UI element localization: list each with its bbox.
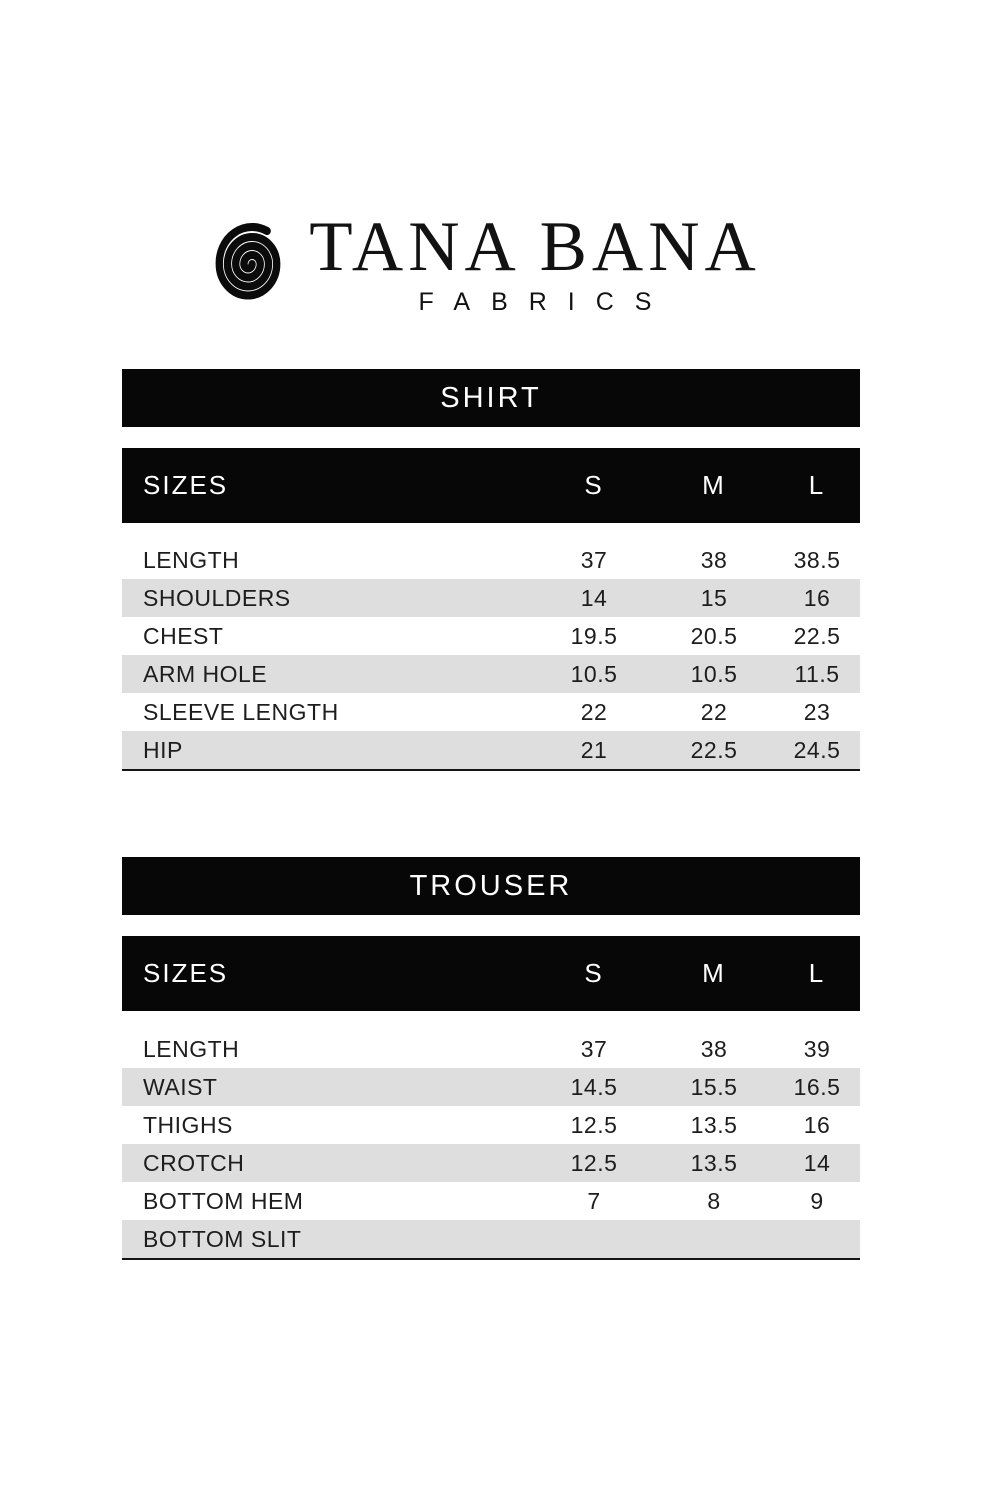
trouser-title: TROUSER [409, 869, 573, 902]
cell-m: 15.5 [690, 1073, 738, 1100]
cell-l: 22.5 [793, 622, 841, 649]
table-row-arm-hole [122, 655, 860, 693]
cell-s: 21 [580, 736, 608, 763]
cell-l: 14 [803, 1149, 831, 1176]
cell-s: 19.5 [570, 622, 618, 649]
cell-m: 22 [700, 698, 728, 725]
shirt-size-col-m: M [702, 470, 726, 500]
row-label: SLEEVE LENGTH [143, 698, 339, 725]
cell-l: 24.5 [793, 736, 841, 763]
cell-m: 13.5 [690, 1111, 738, 1138]
table-row-shoulders [122, 579, 860, 617]
shirt-title-bar [122, 369, 860, 427]
shirt-size-col-s: S [584, 470, 604, 500]
trouser-title-bar [122, 857, 860, 915]
cell-l: 16.5 [793, 1073, 841, 1100]
shirt-measurements-table [122, 541, 860, 771]
row-label: BOTTOM SLIT [143, 1225, 302, 1252]
spiral-logo-icon [207, 219, 289, 309]
brand-subtitle: FABRICS [418, 288, 673, 316]
table-row-sleeve-length [122, 693, 860, 731]
table-row-hip [122, 731, 860, 769]
cell-s: 37 [580, 1035, 608, 1062]
cell-m: 10.5 [690, 660, 738, 687]
cell-l: 16 [803, 1111, 831, 1138]
trouser-sizes-header-bar [122, 936, 860, 1011]
row-label: CROTCH [143, 1149, 245, 1176]
trouser-size-col-l: L [808, 958, 826, 988]
cell-l: 39 [803, 1035, 831, 1062]
shirt-sizes-label: SIZES [143, 470, 229, 500]
cell-m: 38 [700, 1035, 728, 1062]
row-label: CHEST [143, 622, 224, 649]
table-row-length [122, 541, 860, 579]
cell-m: 22.5 [690, 736, 738, 763]
row-label: WAIST [143, 1073, 218, 1100]
shirt-sizes-header-bar [122, 448, 860, 523]
trouser-size-col-m: M [702, 958, 726, 988]
row-label: LENGTH [143, 1035, 240, 1062]
cell-s: 10.5 [570, 660, 618, 687]
row-label: BOTTOM HEM [143, 1187, 304, 1214]
cell-s: 37 [580, 546, 608, 573]
cell-s: 12.5 [570, 1149, 618, 1176]
shirt-size-col-l: L [808, 470, 826, 500]
cell-l: 38.5 [793, 546, 841, 573]
table-row-crotch [122, 1144, 860, 1182]
cell-s: 14.5 [570, 1073, 618, 1100]
trouser-size-col-s: S [584, 958, 604, 988]
cell-m: 8 [707, 1187, 721, 1214]
table-row-length [122, 1030, 860, 1068]
row-label: SHOULDERS [143, 584, 291, 611]
brand-name: TANA BANA [309, 208, 761, 286]
table-row-bottom-slit [122, 1220, 860, 1258]
brand-logo-text [309, 208, 761, 316]
brand-logo [0, 0, 984, 315]
table-row-bottom-hem [122, 1182, 860, 1220]
cell-l: 9 [810, 1187, 824, 1214]
cell-s: 14 [580, 584, 608, 611]
cell-s: 12.5 [570, 1111, 618, 1138]
row-label: ARM HOLE [143, 660, 268, 687]
cell-l: 16 [803, 584, 831, 611]
cell-l: 11.5 [794, 660, 840, 687]
table-row-thighs [122, 1106, 860, 1144]
row-label: LENGTH [143, 546, 240, 573]
cell-l: 23 [803, 698, 831, 725]
cell-m: 38 [700, 546, 728, 573]
table-row-waist [122, 1068, 860, 1106]
cell-s: 22 [580, 698, 608, 725]
table-row-chest [122, 617, 860, 655]
cell-m: 15 [700, 584, 728, 611]
trouser-sizes-label: SIZES [143, 958, 229, 988]
shirt-title: SHIRT [440, 381, 542, 414]
cell-m: 13.5 [690, 1149, 738, 1176]
row-label: HIP [143, 736, 183, 763]
trouser-measurements-table [122, 1030, 860, 1260]
cell-s: 7 [587, 1187, 601, 1214]
cell-m: 20.5 [690, 622, 738, 649]
row-label: THIGHS [143, 1111, 233, 1138]
